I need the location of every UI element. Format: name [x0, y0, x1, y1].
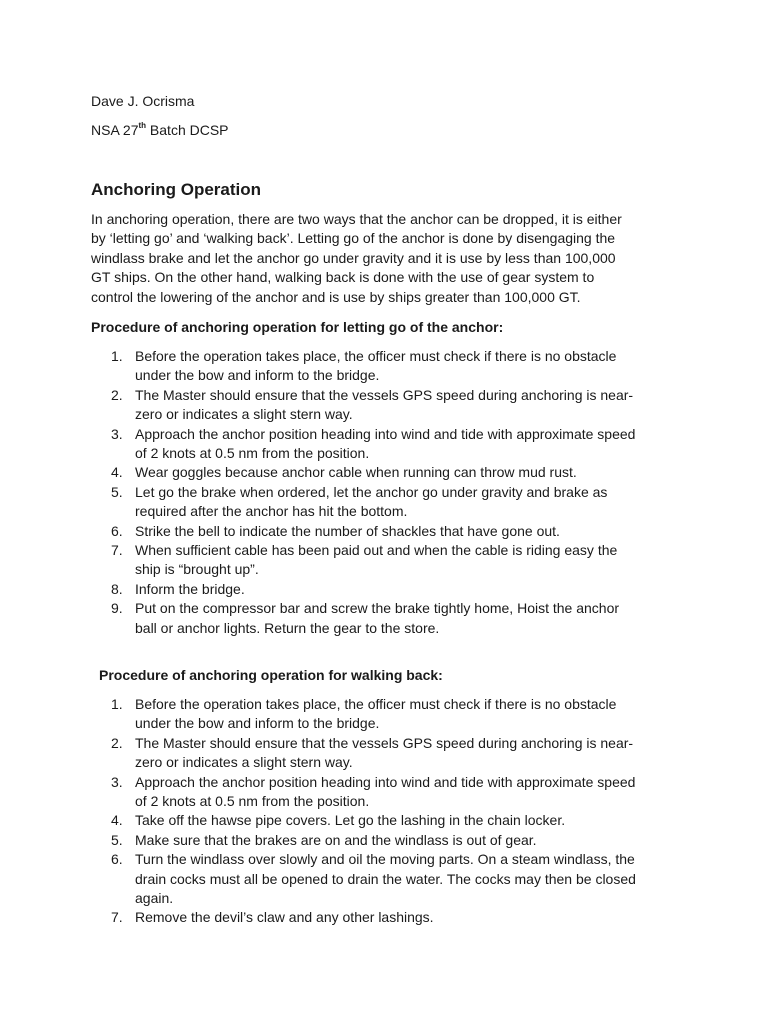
- step-number: 8.: [111, 580, 123, 597]
- procedure-step: [0, 831, 680, 850]
- procedure-step: [0, 541, 680, 580]
- step-text-line: Make sure that the brakes are on and the windlass is out of gear.: [135, 831, 537, 848]
- step-number: 3.: [111, 773, 123, 790]
- step-number: 2.: [111, 734, 123, 751]
- step-text-line: Wear goggles because anchor cable when running can throw mud rust.: [135, 464, 577, 481]
- step-text-line: Strike the bell to indicate the number of shackles that have gone out.: [135, 522, 560, 539]
- step-text-line: The Master should ensure that the vessels GPS speed during anchoring is near-: [135, 386, 634, 403]
- step-text-line: Turn the windlass over slowly and oil the moving parts. On a steam windlass, the: [135, 851, 635, 868]
- section-heading-walking-back: Procedure of anchoring operation for walking back:: [99, 667, 443, 683]
- step-number: 7.: [111, 909, 123, 926]
- step-text-line: under the bow and inform to the bridge.: [135, 367, 380, 384]
- step-text-line: Approach the anchor position heading into wind and tide with approximate speed: [135, 425, 636, 442]
- step-number: 9.: [111, 600, 123, 617]
- step-text-line: zero or indicates a slight stern way.: [135, 406, 353, 423]
- procedure-step: [0, 695, 680, 734]
- step-text-line: Approach the anchor position heading into wind and tide with approximate speed: [135, 773, 636, 790]
- step-text-line: drain cocks must all be opened to drain the water. The cocks may then be closed: [135, 870, 636, 887]
- step-text-line: Before the operation takes place, the officer must check if there is no obstacle: [135, 696, 617, 712]
- step-number: 5.: [111, 483, 123, 500]
- step-number: 6.: [111, 851, 123, 868]
- batch-suffix: Batch DCSP: [146, 122, 229, 138]
- author-name: Dave J. Ocrisma: [91, 93, 195, 109]
- step-number: 7.: [111, 542, 123, 559]
- procedure-step: [0, 811, 680, 830]
- intro-line: In anchoring operation, there are two ways that the anchor can be dropped, it is either: [91, 211, 622, 227]
- step-number: 1.: [111, 696, 123, 712]
- step-text-line: Take off the hawse pipe covers. Let go the lashing in the chain locker.: [135, 812, 566, 829]
- letting-go-steps-list: [0, 347, 768, 638]
- procedure-step: [0, 347, 680, 386]
- intro-line: control the lowering of the anchor and is use by ships greater than 100,000 GT.: [91, 288, 581, 305]
- step-text-line: ball or anchor lights. Return the gear to the store.: [135, 619, 440, 636]
- document-title: Anchoring Operation: [91, 180, 261, 199]
- procedure-step: [0, 850, 680, 908]
- step-text-line: When sufficient cable has been paid out and when the cable is riding easy the: [135, 542, 618, 559]
- procedure-step: [0, 908, 680, 927]
- step-number: 5.: [111, 831, 123, 848]
- step-text-line: ship is “brought up”.: [135, 561, 259, 578]
- procedure-step: [0, 483, 680, 522]
- step-text-line: The Master should ensure that the vessels GPS speed during anchoring is near-: [135, 734, 634, 751]
- procedure-step: [0, 580, 680, 599]
- step-text-line: again.: [135, 890, 174, 907]
- step-text-line: Let go the brake when ordered, let the anchor go under gravity and brake as: [135, 483, 608, 500]
- procedure-step: [0, 463, 680, 482]
- procedure-step: [0, 386, 680, 425]
- section-heading-letting-go: Procedure of anchoring operation for letting go of the anchor:: [91, 319, 504, 335]
- step-text-line: required after the anchor has hit the bottom.: [135, 503, 408, 520]
- step-number: 3.: [111, 425, 123, 442]
- step-text-line: Inform the bridge.: [135, 580, 245, 597]
- batch-prefix: NSA 27: [91, 122, 139, 138]
- step-text-line: zero or indicates a slight stern way.: [135, 754, 353, 771]
- procedure-step: [0, 425, 680, 464]
- step-text-line: Before the operation takes place, the officer must check if there is no obstacle: [135, 348, 617, 364]
- step-number: 4.: [111, 464, 123, 481]
- step-text-line: of 2 knots at 0.5 nm from the position.: [135, 445, 370, 462]
- step-number: 4.: [111, 812, 123, 829]
- intro-line: by ‘letting go’ and ‘walking back’. Letting go of the anchor is done by disengaging the: [91, 230, 616, 247]
- step-text-line: Put on the compressor bar and screw the brake tightly home, Hoist the anchor: [135, 600, 620, 617]
- intro-paragraph: [91, 210, 691, 307]
- intro-line: windlass brake and let the anchor go under gravity and it is use by less than 100,000: [91, 249, 616, 266]
- step-number: 2.: [111, 386, 123, 403]
- batch-line: [91, 121, 229, 140]
- step-text-line: Remove the devil’s claw and any other lashings.: [135, 909, 434, 926]
- procedure-step: [0, 773, 680, 812]
- step-text-line: of 2 knots at 0.5 nm from the position.: [135, 793, 370, 810]
- procedure-step: [0, 522, 680, 541]
- step-number: 1.: [111, 348, 123, 364]
- walking-back-steps-list: [0, 695, 768, 928]
- step-text-line: under the bow and inform to the bridge.: [135, 715, 380, 732]
- procedure-step: [0, 734, 680, 773]
- step-number: 6.: [111, 522, 123, 539]
- batch-superscript: th: [138, 121, 147, 131]
- procedure-step: [0, 599, 680, 638]
- intro-line: GT ships. On the other hand, walking back is done with the use of gear system to: [91, 269, 595, 286]
